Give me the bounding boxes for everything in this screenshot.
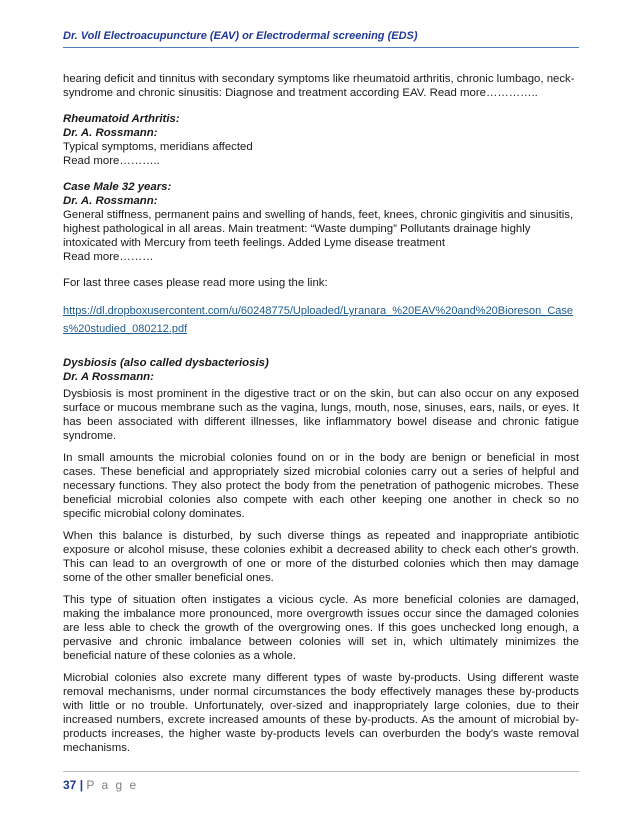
page-footer — [63, 778, 138, 792]
page-number: 37 — [63, 778, 77, 792]
running-header: Dr. Voll Electroacupuncture (EAV) or Electrodermal screening (EDS) — [63, 30, 418, 42]
dysbiosis-paragraph-2: In small amounts the microbial colonies found on or in the body are benign or beneficial in most cases. These beneficial and appropriately sized microbial colonies carry out a series of helpful and necessary functions. They also protect the body from the penetration of pathogenic microbes. These beneficial microbial colonies also compete with each other keeping one another in check so no specific microbial colony dominates. — [63, 452, 579, 520]
intro-paragraph: hearing deficit and tinnitus with secondary symptoms like rheumatoid arthritis, chronic lumbago, neck-syndrome and chronic sinusitis: Diagnose and treatment according EAV. Read more………….. — [63, 73, 575, 99]
dysbiosis-heading: Dysbiosis (also called dysbacteriosis) — [63, 357, 269, 369]
ra-read-more-link[interactable]: Read more……….. — [63, 155, 160, 167]
dysbiosis-paragraph-4: This type of situation often instigates a vicious cycle. As more beneficial colonies are damaged, making the imbalance more pronounced, more overgrowth issues occur since the damaged colonies are less able to check the growth of the overgrowing ones. If this goes unchecked long enough, a pervasive and chronic imbalance between colonies will set in, which ultimately minimizes the beneficial nature of these colonies as a whole. — [63, 594, 579, 662]
footer-divider — [63, 771, 579, 772]
three-cases-text: For last three cases please read more using the link: — [63, 277, 328, 289]
page-label: P a g e — [86, 778, 139, 792]
dysbiosis-paragraph-5: Microbial colonies also excrete many different types of waste by-products. Using different waste removal mechanisms, under normal circumstances the body effectively manages these by-products with little or no trouble. Unfortunately, over-sized and inappropriately large colonies, due to their increased numbers, excrete increased amounts of these by-products. As the amount of microbial by-products increases, the higher waste by-products levels can overburden the body's waste removal mechanisms. — [63, 672, 579, 754]
footer-separator: | — [79, 778, 84, 792]
ra-text: Typical symptoms, meridians affected — [63, 141, 253, 153]
header-divider — [63, 47, 579, 48]
case-heading: Case Male 32 years: — [63, 181, 172, 193]
ra-heading: Rheumatoid Arthritis: — [63, 113, 180, 125]
case-author: Dr. A. Rossmann: — [63, 195, 158, 207]
dysbiosis-author: Dr. A Rossmann: — [63, 371, 154, 383]
dropbox-link[interactable]: https://dl.dropboxusercontent.com/u/60248775/Uploaded/Lyranara_%20EAV%20and%20Bioreson_Cases%20studied_080212.pdf — [63, 305, 574, 335]
dysbiosis-paragraph-1: Dysbiosis is most prominent in the digestive tract or on the skin, but can also occur on any exposed surface or mucous membrane such as the vagina, lungs, mouth, nose, sinuses, ears, nails, or eyes. It has been associated with different illnesses, like inflammatory bowel disease and chronic fatigue syndrome. — [63, 388, 579, 442]
dysbiosis-paragraph-3: When this balance is disturbed, by such diverse things as repeated and inappropriate antibiotic exposure or alcohol misuse, these colonies exhibit a decreased ability to check each other's growth. This can lead to an overgrowth of one or more of the disturbed colonies which then may damage some of the other smaller beneficial ones. — [63, 530, 579, 584]
page-content — [63, 72, 579, 755]
case-text: General stiffness, permanent pains and swelling of hands, feet, knees, chronic gingivitis and sinusitis, highest pathological in all areas. Main treatment: “Waste dumping” Pollutants drainage highly intoxicated with Mercury from teeth feelings. Added Lyme disease treatment — [63, 209, 574, 249]
case-read-more-link[interactable]: Read more……… — [63, 251, 154, 263]
ra-author: Dr. A. Rossmann: — [63, 127, 158, 139]
